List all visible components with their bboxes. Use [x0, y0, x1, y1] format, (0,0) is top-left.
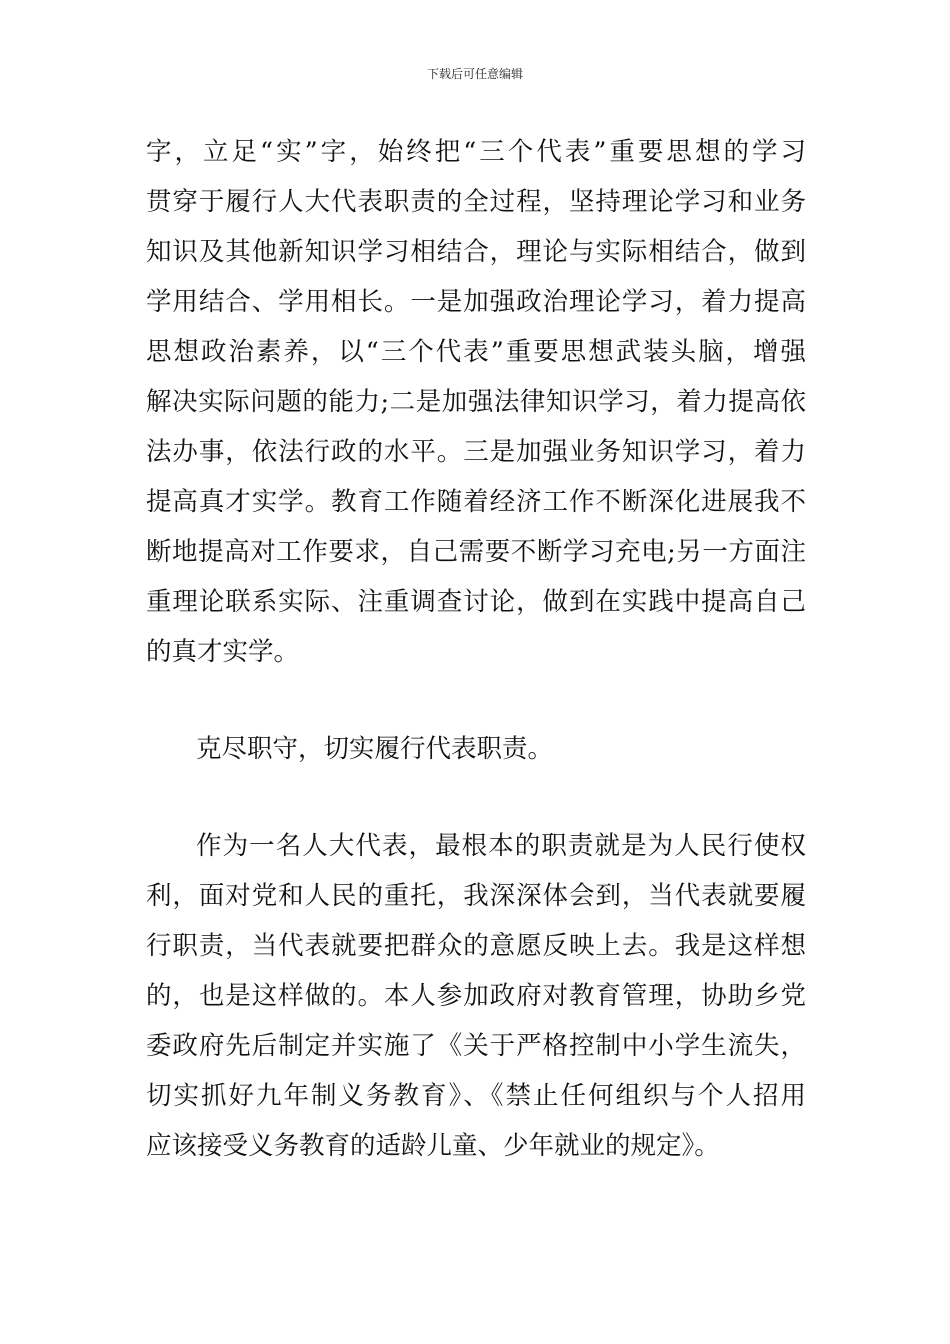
section-heading: 克尽职守，切实履行代表职责。 — [196, 734, 554, 764]
paragraph-1-line: 断地提高对工作要求，自己需要不断学习充电;另一方面注 — [146, 537, 806, 567]
paragraph-1-line: 提高真才实学。教育工作随着经济工作不断深化进展我不 — [146, 487, 806, 517]
paragraph-2-line: 委政府先后制定并实施了《关于严格控制中小学生流失， — [146, 1031, 806, 1061]
paragraph-2-line: 切实抓好九年制义务教育》、《禁止任何组织与个人招用 — [146, 1081, 806, 1111]
page-header-note: 下载后可任意编辑 — [426, 67, 523, 81]
paragraph-1-line: 贯穿于履行人大代表职责的全过程，坚持理论学习和业务 — [146, 187, 806, 217]
paragraph-2-line: 应该接受义务教育的适龄儿童、少年就业的规定》。 — [146, 1131, 720, 1161]
paragraph-1-line: 法办事，依法行政的水平。三是加强业务知识学习，着力 — [146, 437, 806, 467]
paragraph-2-line: 利，面对党和人民的重托，我深深体会到，当代表就要履 — [146, 881, 806, 911]
paragraph-1-line: 知识及其他新知识学习相结合，理论与实际相结合，做到 — [146, 237, 806, 267]
paragraph-1-line: 学用结合、学用相长。一是加强政治理论学习，着力提高 — [146, 287, 806, 317]
paragraph-2-line: 的，也是这样做的。本人参加政府对教育管理，协助乡党 — [146, 981, 806, 1011]
paragraph-1-line: 重理论联系实际、注重调查讨论，做到在实践中提高自己 — [146, 587, 806, 617]
paragraph-1-line: 字，立足“实”字，始终把“三个代表”重要思想的学习 — [146, 137, 806, 167]
paragraph-1-line: 解决实际问题的能力;二是加强法律知识学习，着力提高依 — [146, 387, 806, 417]
paragraph-2-line: 行职责，当代表就要把群众的意愿反映上去。我是这样想 — [146, 931, 806, 961]
paragraph-1-line: 的真才实学。 — [146, 637, 300, 667]
paragraph-1-line: 思想政治素养，以“三个代表”重要思想武装头脑，增强 — [146, 337, 806, 367]
paragraph-2-line: 作为一名人大代表，最根本的职责就是为人民行使权 — [196, 831, 806, 861]
